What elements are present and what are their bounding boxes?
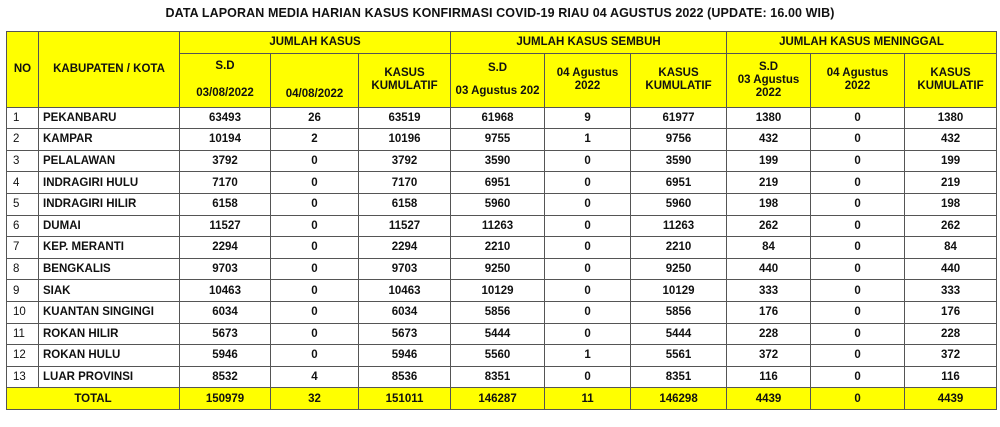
meninggal-sd-label: S.D (758, 60, 779, 73)
meninggal-today-header: 04 Agustus 2022 (811, 53, 905, 107)
row-value-s-sd: 8351 (451, 366, 545, 388)
row-value-s-today: 0 (545, 172, 631, 194)
row-value-m-today: 0 (811, 150, 905, 172)
row-value-m-sd: 372 (727, 345, 811, 367)
row-value-m-kum: 372 (905, 345, 997, 367)
row-value-s-sd: 5560 (451, 345, 545, 367)
table-row (7, 193, 997, 215)
row-value-m-today: 0 (811, 366, 905, 388)
row-value-m-sd: 440 (727, 258, 811, 280)
row-no: 2 (7, 129, 39, 151)
row-value-s-sd: 9755 (451, 129, 545, 151)
row-value-m-kum: 333 (905, 280, 997, 302)
row-value-k-kum: 63519 (359, 107, 451, 129)
row-no: 1 (7, 107, 39, 129)
row-value-s-sd: 61968 (451, 107, 545, 129)
row-value-k-today: 0 (271, 280, 359, 302)
row-no: 3 (7, 150, 39, 172)
row-value-m-kum: 1380 (905, 107, 997, 129)
row-value-k-today: 0 (271, 150, 359, 172)
kasus-sd-date: 03/08/2022 (196, 87, 254, 100)
total-value-k-kum: 151011 (359, 388, 451, 410)
covid-data-table (6, 31, 997, 410)
row-value-s-today: 0 (545, 258, 631, 280)
row-value-k-today: 2 (271, 129, 359, 151)
row-value-s-kum: 11263 (631, 215, 727, 237)
row-value-m-kum: 262 (905, 215, 997, 237)
row-value-m-kum: 432 (905, 129, 997, 151)
meninggal-kumulatif-header: KASUS KUMULATIF (905, 53, 997, 107)
table-row (7, 323, 997, 345)
group-jumlah-meninggal: JUMLAH KASUS MENINGGAL (727, 32, 997, 54)
row-value-k-kum: 10196 (359, 129, 451, 151)
row-value-k-kum: 5946 (359, 345, 451, 367)
row-value-k-today: 0 (271, 172, 359, 194)
row-value-k-today: 0 (271, 237, 359, 259)
kasus-sd-label: S.D (215, 60, 235, 73)
total-value-s-today: 11 (545, 388, 631, 410)
row-value-k-today: 0 (271, 258, 359, 280)
table-row (7, 172, 997, 194)
table-row (7, 258, 997, 280)
row-value-k-sd: 5673 (180, 323, 271, 345)
row-value-k-kum: 11527 (359, 215, 451, 237)
meninggal-sd-date: 03 Agustus 2022 (737, 73, 800, 99)
row-value-s-kum: 6951 (631, 172, 727, 194)
row-value-s-today: 0 (545, 323, 631, 345)
row-value-s-today: 0 (545, 215, 631, 237)
row-value-m-today: 0 (811, 172, 905, 194)
kasus-sd-header (180, 53, 271, 107)
row-value-k-sd: 2294 (180, 237, 271, 259)
row-value-s-sd: 5856 (451, 301, 545, 323)
row-value-k-today: 0 (271, 345, 359, 367)
row-value-s-kum: 3590 (631, 150, 727, 172)
row-no: 6 (7, 215, 39, 237)
row-value-s-sd: 10129 (451, 280, 545, 302)
row-value-m-kum: 84 (905, 237, 997, 259)
row-kabupaten: LUAR PROVINSI (39, 366, 180, 388)
row-value-k-sd: 6158 (180, 193, 271, 215)
row-kabupaten: BENGKALIS (39, 258, 180, 280)
row-value-k-kum: 5673 (359, 323, 451, 345)
table-row (7, 215, 997, 237)
row-value-s-sd: 6951 (451, 172, 545, 194)
row-value-k-sd: 10194 (180, 129, 271, 151)
sembuh-sd-header (451, 53, 545, 107)
row-value-m-sd: 198 (727, 193, 811, 215)
sembuh-today-header: 04 Agustus 2022 (545, 53, 631, 107)
row-value-k-kum: 9703 (359, 258, 451, 280)
row-value-k-sd: 63493 (180, 107, 271, 129)
row-value-m-today: 0 (811, 323, 905, 345)
page-title: DATA LAPORAN MEDIA HARIAN KASUS KONFIRMASI COVID-19 RIAU 04 AGUSTUS 2022 (UPDATE: 16.00 WIB) (165, 6, 835, 20)
row-value-s-kum: 9250 (631, 258, 727, 280)
row-value-k-kum: 8536 (359, 366, 451, 388)
row-value-m-today: 0 (811, 193, 905, 215)
row-value-s-sd: 5960 (451, 193, 545, 215)
row-no: 11 (7, 323, 39, 345)
total-row (7, 388, 997, 410)
row-value-m-kum: 228 (905, 323, 997, 345)
row-value-s-kum: 5856 (631, 301, 727, 323)
row-no: 8 (7, 258, 39, 280)
row-value-m-kum: 176 (905, 301, 997, 323)
row-value-m-today: 0 (811, 345, 905, 367)
row-value-s-today: 9 (545, 107, 631, 129)
row-value-k-sd: 7170 (180, 172, 271, 194)
row-value-s-today: 1 (545, 345, 631, 367)
row-value-m-kum: 116 (905, 366, 997, 388)
row-value-m-sd: 1380 (727, 107, 811, 129)
row-no: 9 (7, 280, 39, 302)
row-value-k-sd: 9703 (180, 258, 271, 280)
total-value-k-today: 32 (271, 388, 359, 410)
meninggal-sd-header (727, 53, 811, 107)
row-value-m-kum: 219 (905, 172, 997, 194)
row-value-s-sd: 11263 (451, 215, 545, 237)
row-value-k-kum: 6034 (359, 301, 451, 323)
total-value-k-sd: 150979 (180, 388, 271, 410)
row-value-m-sd: 228 (727, 323, 811, 345)
row-kabupaten: INDRAGIRI HULU (39, 172, 180, 194)
total-label: TOTAL (7, 388, 180, 410)
row-value-s-today: 0 (545, 366, 631, 388)
row-value-m-today: 0 (811, 237, 905, 259)
row-value-s-kum: 61977 (631, 107, 727, 129)
row-value-m-sd: 176 (727, 301, 811, 323)
row-value-k-today: 0 (271, 301, 359, 323)
row-value-m-kum: 199 (905, 150, 997, 172)
row-value-s-kum: 5960 (631, 193, 727, 215)
group-jumlah-sembuh: JUMLAH KASUS SEMBUH (451, 32, 727, 54)
row-value-s-sd: 5444 (451, 323, 545, 345)
row-value-m-kum: 440 (905, 258, 997, 280)
row-value-k-today: 0 (271, 215, 359, 237)
row-value-m-today: 0 (811, 301, 905, 323)
row-value-m-sd: 333 (727, 280, 811, 302)
col-no-header: NO (7, 32, 39, 108)
row-value-s-kum: 5561 (631, 345, 727, 367)
row-value-m-sd: 219 (727, 172, 811, 194)
group-jumlah-kasus: JUMLAH KASUS (180, 32, 451, 54)
row-value-k-today: 0 (271, 193, 359, 215)
table-row (7, 237, 997, 259)
row-no: 10 (7, 301, 39, 323)
row-value-k-kum: 6158 (359, 193, 451, 215)
row-value-m-sd: 432 (727, 129, 811, 151)
table-row (7, 366, 997, 388)
row-value-k-today: 26 (271, 107, 359, 129)
row-value-k-sd: 8532 (180, 366, 271, 388)
table-row (7, 280, 997, 302)
row-value-s-kum: 10129 (631, 280, 727, 302)
row-kabupaten: DUMAI (39, 215, 180, 237)
total-value-m-today: 0 (811, 388, 905, 410)
row-value-k-kum: 7170 (359, 172, 451, 194)
sembuh-sd-label: S.D (487, 62, 508, 75)
row-no: 12 (7, 345, 39, 367)
row-kabupaten: KUANTAN SINGINGI (39, 301, 180, 323)
total-value-s-kum: 146298 (631, 388, 727, 410)
row-value-m-today: 0 (811, 215, 905, 237)
row-kabupaten: KEP. MERANTI (39, 237, 180, 259)
row-value-k-today: 4 (271, 366, 359, 388)
row-value-m-sd: 84 (727, 237, 811, 259)
row-value-s-sd: 9250 (451, 258, 545, 280)
row-value-s-today: 0 (545, 280, 631, 302)
col-kabupaten-header: KABUPATEN / KOTA (39, 32, 180, 108)
row-no: 5 (7, 193, 39, 215)
row-kabupaten: ROKAN HILIR (39, 323, 180, 345)
row-value-k-sd: 11527 (180, 215, 271, 237)
row-value-k-today: 0 (271, 323, 359, 345)
row-value-s-kum: 2210 (631, 237, 727, 259)
row-value-m-today: 0 (811, 107, 905, 129)
row-value-k-sd: 10463 (180, 280, 271, 302)
kasus-today-header: 04/08/2022 (271, 53, 359, 107)
row-kabupaten: SIAK (39, 280, 180, 302)
row-value-s-today: 1 (545, 129, 631, 151)
row-value-s-today: 0 (545, 150, 631, 172)
row-value-m-sd: 116 (727, 366, 811, 388)
row-kabupaten: PELALAWAN (39, 150, 180, 172)
table-row (7, 107, 997, 129)
sembuh-sd-date: 03 Agustus 202 (455, 85, 540, 98)
row-value-m-sd: 199 (727, 150, 811, 172)
total-value-m-sd: 4439 (727, 388, 811, 410)
row-value-m-today: 0 (811, 258, 905, 280)
row-no: 7 (7, 237, 39, 259)
row-value-m-today: 0 (811, 280, 905, 302)
row-kabupaten: PEKANBARU (39, 107, 180, 129)
row-value-k-kum: 10463 (359, 280, 451, 302)
row-no: 4 (7, 172, 39, 194)
row-value-k-sd: 5946 (180, 345, 271, 367)
row-value-s-kum: 5444 (631, 323, 727, 345)
row-value-k-kum: 3792 (359, 150, 451, 172)
row-value-s-today: 0 (545, 301, 631, 323)
table-row (7, 150, 997, 172)
sembuh-kumulatif-header: KASUS KUMULATIF (631, 53, 727, 107)
table-row (7, 301, 997, 323)
row-no: 13 (7, 366, 39, 388)
row-value-k-sd: 3792 (180, 150, 271, 172)
row-value-s-kum: 8351 (631, 366, 727, 388)
table-row (7, 345, 997, 367)
row-value-s-today: 0 (545, 193, 631, 215)
table-row (7, 129, 997, 151)
row-value-m-today: 0 (811, 129, 905, 151)
row-value-k-kum: 2294 (359, 237, 451, 259)
table-body (7, 107, 997, 409)
row-kabupaten: KAMPAR (39, 129, 180, 151)
row-kabupaten: ROKAN HULU (39, 345, 180, 367)
total-value-s-sd: 146287 (451, 388, 545, 410)
total-value-m-kum: 4439 (905, 388, 997, 410)
row-value-s-kum: 9756 (631, 129, 727, 151)
row-value-s-today: 0 (545, 237, 631, 259)
row-value-m-kum: 198 (905, 193, 997, 215)
row-value-s-sd: 3590 (451, 150, 545, 172)
row-value-k-sd: 6034 (180, 301, 271, 323)
row-value-m-sd: 262 (727, 215, 811, 237)
kasus-kumulatif-header: KASUS KUMULATIF (359, 53, 451, 107)
row-value-s-sd: 2210 (451, 237, 545, 259)
row-kabupaten: INDRAGIRI HILIR (39, 193, 180, 215)
